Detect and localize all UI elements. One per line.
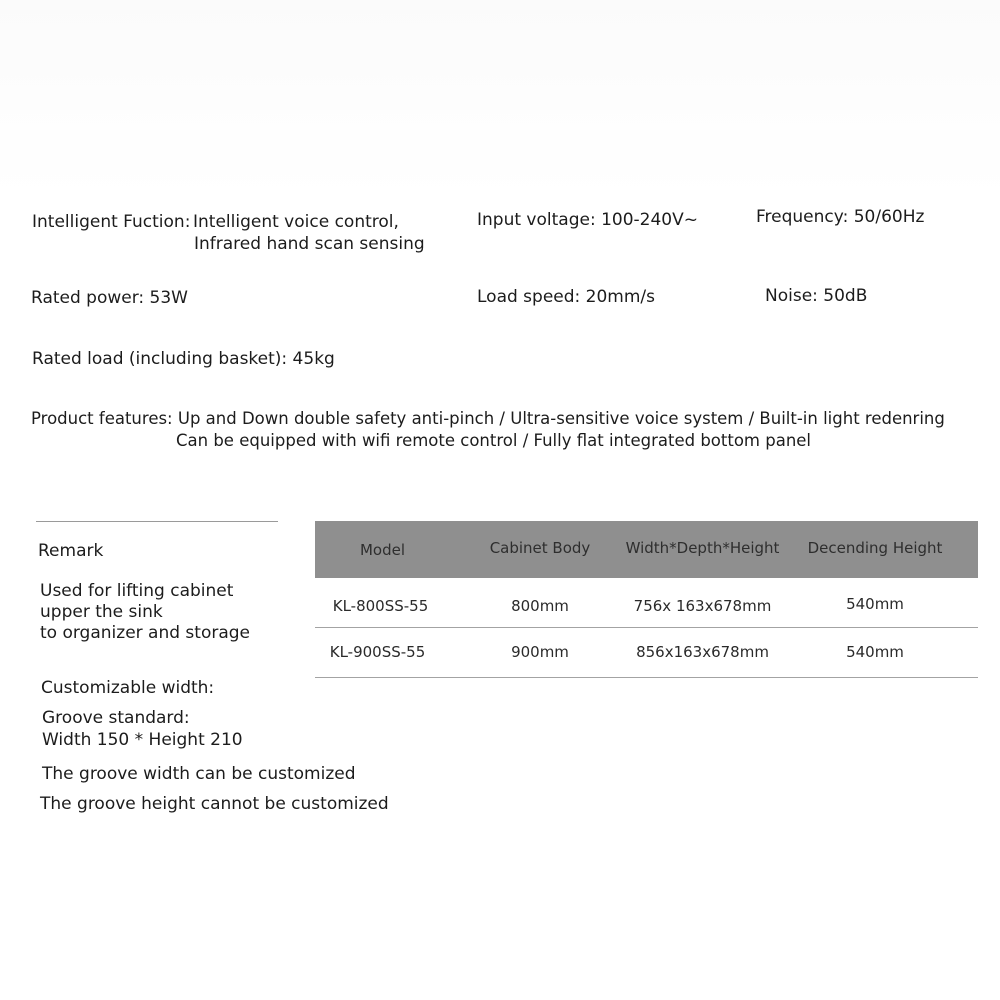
cell-descending-height: 540mm: [846, 643, 904, 661]
table-header: [315, 521, 978, 578]
noise: Noise: 50dB: [765, 286, 868, 306]
remark-usage-2: upper the sink: [40, 602, 163, 622]
cell-cabinet-body: 800mm: [511, 597, 569, 615]
load-speed: Load speed: 20mm/s: [477, 287, 656, 307]
groove-standard: Groove standard:: [42, 708, 190, 728]
header-descending-height: Decending Height: [807, 539, 943, 557]
rated-load: Rated load (including basket): 45kg: [32, 349, 335, 369]
header-dimensions: Width*Depth*Height: [625, 539, 780, 557]
cell-model: KL-800SS-55: [332, 597, 429, 615]
remark-divider: [36, 521, 278, 522]
function-line-1: Intelligent voice control,: [193, 212, 399, 232]
customizable-width: Customizable width:: [41, 678, 215, 698]
remark-usage-3: to organizer and storage: [40, 623, 251, 643]
function-label: Intelligent Fuction:: [32, 212, 191, 232]
function-line-2: Infrared hand scan sensing: [194, 234, 425, 254]
cell-dimensions: 756x 163x678mm: [633, 597, 772, 615]
groove-size: Width 150 * Height 210: [42, 730, 243, 750]
background: [0, 0, 1000, 200]
header-model: Model: [359, 541, 406, 559]
table-row: [315, 628, 978, 678]
input-voltage: Input voltage: 100-240V~: [477, 210, 698, 230]
rated-power: Rated power: 53W: [31, 288, 188, 308]
groove-width-note: The groove width can be customized: [42, 764, 356, 784]
cell-dimensions: 856x163x678mm: [636, 643, 769, 661]
features-line-2: Can be equipped with wifi remote control / Fully flat integrated bottom panel: [176, 431, 812, 450]
frequency: Frequency: 50/60Hz: [756, 207, 925, 227]
remark-title: Remark: [38, 541, 104, 561]
groove-height-note: The groove height cannot be customized: [40, 794, 389, 814]
cell-descending-height: 540mm: [846, 595, 904, 613]
features-line-1: Product features: Up and Down double safety anti-pinch / Ultra-sensitive voice system / Built-in light redenring: [31, 409, 945, 428]
cell-cabinet-body: 900mm: [511, 643, 569, 661]
remark-usage-1: Used for lifting cabinet: [40, 581, 234, 601]
table-row: [315, 578, 978, 628]
header-cabinet-body: Cabinet Body: [489, 539, 591, 557]
model-table: [315, 521, 978, 678]
cell-model: KL-900SS-55: [329, 643, 426, 661]
